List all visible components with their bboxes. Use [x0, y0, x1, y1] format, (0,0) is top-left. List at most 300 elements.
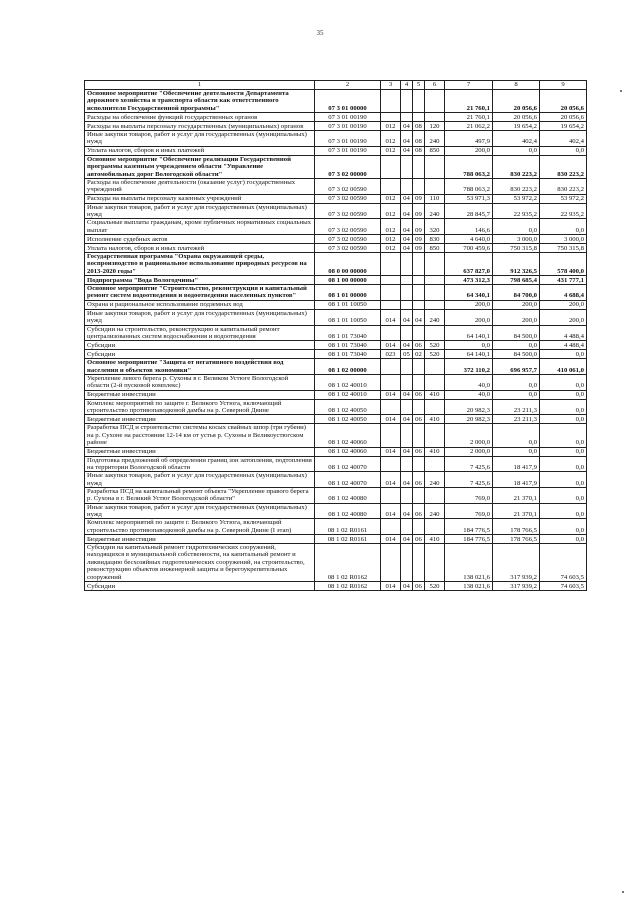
row-name-cell: Бюджетные инвестиции	[85, 447, 315, 456]
row-name-cell: Иные закупки товаров, работ и услуг для государственных (муниципальных) нужд	[85, 203, 315, 219]
grbs-code-cell	[381, 285, 401, 301]
amount-year3-cell: 0,0	[540, 399, 587, 415]
target-article-cell: 07 3 02 00590	[315, 235, 381, 244]
amount-year1-cell: 64 340,1	[445, 285, 493, 301]
table-row	[85, 178, 587, 194]
target-article-cell: 07 3 02 00590	[315, 194, 381, 203]
amount-year2-cell: 0,0	[493, 424, 540, 447]
amount-year2-cell: 696 957,7	[493, 359, 540, 375]
amount-year2-cell: 3 000,0	[493, 235, 540, 244]
row-name-cell: Субсидии на капитальный ремонт гидротехнических сооружений, находящихся в муниципальной собственности, на капитальный ремонт и ликвидацию бесхозяйных гидротехнических сооружений, на строительство, реконструкцию объектов инженерной защиты и берегоукрепительных сооружений	[85, 544, 315, 582]
amount-year3-cell: 0,0	[540, 415, 587, 424]
section-cell: 05	[401, 350, 413, 359]
amount-year1-cell: 200,0	[445, 309, 493, 325]
expense-type-cell: 240	[425, 131, 445, 147]
table-row	[85, 399, 587, 415]
amount-year3-cell: 0,0	[540, 219, 587, 235]
budget-table	[84, 80, 587, 591]
target-article-cell: 08 1 02 R0162	[315, 581, 381, 590]
expense-type-cell: 320	[425, 219, 445, 235]
amount-year2-cell: 317 939,2	[493, 581, 540, 590]
amount-year3-cell: 830 223,2	[540, 155, 587, 178]
subsection-cell	[413, 456, 425, 472]
subsection-cell: 06	[413, 390, 425, 399]
column-header: 6	[425, 81, 445, 90]
amount-year2-cell: 0,0	[493, 374, 540, 390]
target-article-cell: 07 3 01 00000	[315, 90, 381, 113]
amount-year3-cell: 200,0	[540, 300, 587, 309]
table-row	[85, 309, 587, 325]
amount-year3-cell: 4 488,4	[540, 341, 587, 350]
subsection-cell	[413, 253, 425, 276]
table-row	[85, 390, 587, 399]
target-article-cell: 07 3 02 00590	[315, 244, 381, 253]
amount-year3-cell: 0,0	[540, 472, 587, 488]
table-header-row	[85, 81, 587, 90]
amount-year2-cell: 23 211,3	[493, 399, 540, 415]
amount-year2-cell: 0,0	[493, 146, 540, 155]
amount-year3-cell: 0,0	[540, 374, 587, 390]
amount-year1-cell: 53 971,3	[445, 194, 493, 203]
amount-year1-cell: 788 063,2	[445, 155, 493, 178]
section-cell	[401, 374, 413, 390]
table-row	[85, 487, 587, 503]
amount-year1-cell: 20 982,3	[445, 399, 493, 415]
expense-type-cell: 240	[425, 472, 445, 488]
amount-year1-cell: 200,0	[445, 146, 493, 155]
subsection-cell: 09	[413, 219, 425, 235]
target-article-cell: 08 1 02 40080	[315, 503, 381, 519]
table-row	[85, 113, 587, 122]
table-row	[85, 131, 587, 147]
scan-speck	[620, 90, 622, 92]
table-row	[85, 519, 587, 535]
target-article-cell: 07 3 01 00190	[315, 122, 381, 131]
subsection-cell	[413, 325, 425, 341]
section-cell	[401, 113, 413, 122]
subsection-cell: 09	[413, 244, 425, 253]
grbs-code-cell: 014	[381, 581, 401, 590]
target-article-cell: 08 1 02 R0161	[315, 519, 381, 535]
section-cell: 04	[401, 194, 413, 203]
table-row	[85, 300, 587, 309]
row-name-cell: Комплекс мероприятий по защите г. Великого Устюга, включающий строительство противопаводковой дамбы на р. Северной Двине	[85, 399, 315, 415]
expense-type-cell: 240	[425, 309, 445, 325]
amount-year1-cell: 769,0	[445, 487, 493, 503]
section-cell: 04	[401, 535, 413, 544]
amount-year3-cell: 22 935,2	[540, 203, 587, 219]
amount-year3-cell: 0,0	[540, 535, 587, 544]
section-cell	[401, 399, 413, 415]
amount-year3-cell: 19 654,2	[540, 122, 587, 131]
column-header: 2	[315, 81, 381, 90]
amount-year3-cell: 4 488,4	[540, 325, 587, 341]
amount-year3-cell: 0,0	[540, 424, 587, 447]
row-name-cell: Бюджетные инвестиции	[85, 535, 315, 544]
subsection-cell	[413, 399, 425, 415]
row-name-cell: Иные закупки товаров, работ и услуг для государственных (муниципальных) нужд	[85, 131, 315, 147]
amount-year2-cell: 23 211,3	[493, 415, 540, 424]
grbs-code-cell	[381, 276, 401, 285]
expense-type-cell	[425, 253, 445, 276]
subsection-cell: 08	[413, 131, 425, 147]
table-row	[85, 122, 587, 131]
amount-year2-cell: 19 654,2	[493, 122, 540, 131]
amount-year1-cell: 21 062,2	[445, 122, 493, 131]
expense-type-cell	[425, 399, 445, 415]
amount-year3-cell: 0,0	[540, 503, 587, 519]
amount-year2-cell: 53 972,2	[493, 194, 540, 203]
grbs-code-cell	[381, 374, 401, 390]
target-article-cell: 08 1 02 40060	[315, 447, 381, 456]
row-name-cell: Расходы на обеспечение функций государственных органов	[85, 113, 315, 122]
table-row	[85, 285, 587, 301]
row-name-cell: Субсидии на строительство, реконструкцию и капитальный ремонт централизованных систем водоснабжения и водоотведения	[85, 325, 315, 341]
expense-type-cell: 520	[425, 350, 445, 359]
amount-year1-cell: 184 776,5	[445, 535, 493, 544]
section-cell	[401, 253, 413, 276]
row-name-cell: Расходы на обеспечение деятельности (оказание услуг) государственных учреждений	[85, 178, 315, 194]
expense-type-cell: 410	[425, 535, 445, 544]
amount-year3-cell: 431 777,1	[540, 276, 587, 285]
section-cell: 04	[401, 235, 413, 244]
amount-year2-cell: 830 223,2	[493, 178, 540, 194]
amount-year1-cell: 40,0	[445, 374, 493, 390]
column-header: 1	[85, 81, 315, 90]
row-name-cell: Субсидии	[85, 341, 315, 350]
expense-type-cell: 240	[425, 203, 445, 219]
table-row	[85, 456, 587, 472]
expense-type-cell	[425, 113, 445, 122]
expense-type-cell: 120	[425, 122, 445, 131]
amount-year3-cell: 0,0	[540, 146, 587, 155]
subsection-cell: 08	[413, 146, 425, 155]
target-article-cell: 08 1 01 73040	[315, 341, 381, 350]
expense-type-cell: 410	[425, 447, 445, 456]
amount-year1-cell: 146,6	[445, 219, 493, 235]
target-article-cell: 08 1 01 73040	[315, 325, 381, 341]
target-article-cell: 08 0 00 00000	[315, 253, 381, 276]
expense-type-cell: 110	[425, 194, 445, 203]
amount-year2-cell: 0,0	[493, 447, 540, 456]
amount-year3-cell: 0,0	[540, 350, 587, 359]
table-row	[85, 341, 587, 350]
row-name-cell: Подпрограмма "Вода Вологодчины"	[85, 276, 315, 285]
amount-year3-cell: 200,0	[540, 309, 587, 325]
section-cell: 04	[401, 131, 413, 147]
subsection-cell	[413, 113, 425, 122]
amount-year1-cell: 700 459,6	[445, 244, 493, 253]
expense-type-cell	[425, 325, 445, 341]
section-cell	[401, 359, 413, 375]
expense-type-cell	[425, 276, 445, 285]
grbs-code-cell	[381, 253, 401, 276]
row-name-cell: Укрепление левого берега р. Сухоны в г. Великом Устюге Вологодской области (2-й пусковой комплекс)	[85, 374, 315, 390]
grbs-code-cell: 023	[381, 350, 401, 359]
subsection-cell	[413, 155, 425, 178]
amount-year3-cell: 3 000,0	[540, 235, 587, 244]
amount-year2-cell: 22 935,2	[493, 203, 540, 219]
target-article-cell: 08 1 01 10050	[315, 309, 381, 325]
amount-year3-cell: 0,0	[540, 487, 587, 503]
amount-year2-cell: 18 417,9	[493, 472, 540, 488]
amount-year1-cell: 2 000,0	[445, 424, 493, 447]
expense-type-cell: 830	[425, 235, 445, 244]
row-name-cell: Уплата налогов, сборов и иных платежей	[85, 244, 315, 253]
target-article-cell: 08 1 02 R0162	[315, 544, 381, 582]
amount-year2-cell: 750 315,8	[493, 244, 540, 253]
row-name-cell: Государственная программа "Охрана окружающей среды, воспроизводство и рациональное использование природных ресурсов на 2013-2020 годы"	[85, 253, 315, 276]
amount-year3-cell: 402,4	[540, 131, 587, 147]
subsection-cell: 04	[413, 309, 425, 325]
section-cell	[401, 155, 413, 178]
expense-type-cell	[425, 456, 445, 472]
target-article-cell: 07 3 01 00190	[315, 131, 381, 147]
column-header: 5	[413, 81, 425, 90]
amount-year1-cell: 40,0	[445, 390, 493, 399]
table-row	[85, 472, 587, 488]
amount-year2-cell: 798 685,4	[493, 276, 540, 285]
column-header: 3	[381, 81, 401, 90]
grbs-code-cell	[381, 155, 401, 178]
amount-year1-cell: 21 760,1	[445, 90, 493, 113]
amount-year1-cell: 184 776,5	[445, 519, 493, 535]
amount-year3-cell: 20 056,6	[540, 90, 587, 113]
amount-year1-cell: 7 425,6	[445, 472, 493, 488]
expense-type-cell: 850	[425, 244, 445, 253]
row-name-cell: Бюджетные инвестиции	[85, 390, 315, 399]
row-name-cell: Иные закупки товаров, работ и услуг для государственных (муниципальных) нужд	[85, 309, 315, 325]
section-cell	[401, 456, 413, 472]
row-name-cell: Иные закупки товаров, работ и услуг для государственных (муниципальных) нужд	[85, 503, 315, 519]
section-cell: 04	[401, 341, 413, 350]
subsection-cell: 09	[413, 203, 425, 219]
subsection-cell: 06	[413, 415, 425, 424]
row-name-cell: Субсидии	[85, 581, 315, 590]
subsection-cell: 06	[413, 581, 425, 590]
grbs-code-cell: 012	[381, 244, 401, 253]
section-cell: 04	[401, 219, 413, 235]
row-name-cell: Основное мероприятие "Обеспечение деятельности Департамента дорожного хозяйства и транспорта области как ответственного исполнителя Государственной программы"	[85, 90, 315, 113]
row-name-cell: Уплата налогов, сборов и иных платежей	[85, 146, 315, 155]
row-name-cell: Расходы на выплаты персоналу казенных учреждений	[85, 194, 315, 203]
grbs-code-cell	[381, 90, 401, 113]
amount-year2-cell: 0,0	[493, 341, 540, 350]
amount-year2-cell: 84 500,0	[493, 350, 540, 359]
amount-year1-cell: 64 140,1	[445, 325, 493, 341]
column-header: 8	[493, 81, 540, 90]
amount-year1-cell: 7 425,6	[445, 456, 493, 472]
amount-year3-cell: 53 972,2	[540, 194, 587, 203]
subsection-cell	[413, 519, 425, 535]
target-article-cell: 08 1 02 40060	[315, 424, 381, 447]
subsection-cell	[413, 285, 425, 301]
table-row	[85, 90, 587, 113]
grbs-code-cell	[381, 113, 401, 122]
grbs-code-cell: 012	[381, 235, 401, 244]
subsection-cell	[413, 487, 425, 503]
section-cell: 04	[401, 581, 413, 590]
amount-year3-cell: 74 603,5	[540, 581, 587, 590]
subsection-cell	[413, 424, 425, 447]
amount-year3-cell: 0,0	[540, 519, 587, 535]
grbs-code-cell: 014	[381, 472, 401, 488]
table-row	[85, 535, 587, 544]
target-article-cell: 08 1 00 00000	[315, 276, 381, 285]
table-row	[85, 244, 587, 253]
row-name-cell: Расходы на выплаты персоналу государственных (муниципальных) органов	[85, 122, 315, 131]
table-row	[85, 350, 587, 359]
table-row	[85, 276, 587, 285]
amount-year1-cell: 28 845,7	[445, 203, 493, 219]
grbs-code-cell: 014	[381, 341, 401, 350]
target-article-cell: 08 1 02 40010	[315, 374, 381, 390]
row-name-cell: Охрана и рациональное использование подземных вод	[85, 300, 315, 309]
subsection-cell	[413, 276, 425, 285]
expense-type-cell	[425, 155, 445, 178]
row-name-cell: Социальные выплаты гражданам, кроме публичных нормативных социальных выплат	[85, 219, 315, 235]
amount-year2-cell: 317 939,2	[493, 544, 540, 582]
grbs-code-cell: 012	[381, 194, 401, 203]
amount-year3-cell: 578 400,0	[540, 253, 587, 276]
amount-year3-cell: 410 061,0	[540, 359, 587, 375]
row-name-cell: Иные закупки товаров, работ и услуг для государственных (муниципальных) нужд	[85, 472, 315, 488]
expense-type-cell: 520	[425, 581, 445, 590]
section-cell: 04	[401, 415, 413, 424]
table-row	[85, 155, 587, 178]
expense-type-cell: 410	[425, 390, 445, 399]
table-row	[85, 415, 587, 424]
grbs-code-cell	[381, 544, 401, 582]
amount-year1-cell: 4 640,0	[445, 235, 493, 244]
table-row	[85, 447, 587, 456]
grbs-code-cell	[381, 519, 401, 535]
expense-type-cell	[425, 424, 445, 447]
amount-year3-cell: 830 223,2	[540, 178, 587, 194]
section-cell: 04	[401, 122, 413, 131]
subsection-cell	[413, 90, 425, 113]
row-name-cell: Подготовка предложений об определении границ зон затопления, подтопления на территории Вологодской области	[85, 456, 315, 472]
amount-year1-cell: 2 000,0	[445, 447, 493, 456]
expense-type-cell	[425, 487, 445, 503]
section-cell: 04	[401, 390, 413, 399]
target-article-cell: 08 1 02 40050	[315, 415, 381, 424]
amount-year2-cell: 912 326,5	[493, 253, 540, 276]
amount-year2-cell: 21 370,1	[493, 503, 540, 519]
subsection-cell: 08	[413, 122, 425, 131]
subsection-cell	[413, 359, 425, 375]
section-cell	[401, 487, 413, 503]
expense-type-cell	[425, 519, 445, 535]
section-cell: 04	[401, 503, 413, 519]
expense-type-cell	[425, 300, 445, 309]
table-body	[85, 81, 587, 591]
amount-year2-cell: 178 766,5	[493, 519, 540, 535]
amount-year1-cell: 138 021,6	[445, 581, 493, 590]
table-row	[85, 325, 587, 341]
grbs-code-cell: 012	[381, 122, 401, 131]
grbs-code-cell	[381, 399, 401, 415]
amount-year3-cell: 4 688,4	[540, 285, 587, 301]
amount-year2-cell: 178 766,5	[493, 535, 540, 544]
grbs-code-cell: 012	[381, 146, 401, 155]
amount-year1-cell: 637 827,0	[445, 253, 493, 276]
section-cell	[401, 544, 413, 582]
row-name-cell: Основное мероприятие "Защита от негативного воздействия вод населения и объектов экономики"	[85, 359, 315, 375]
table-row	[85, 146, 587, 155]
expense-type-cell	[425, 285, 445, 301]
expense-type-cell	[425, 178, 445, 194]
subsection-cell: 06	[413, 447, 425, 456]
amount-year3-cell: 0,0	[540, 447, 587, 456]
row-name-cell: Исполнение судебных актов	[85, 235, 315, 244]
subsection-cell	[413, 544, 425, 582]
page-number: 35	[316, 29, 324, 37]
grbs-code-cell	[381, 359, 401, 375]
target-article-cell: 08 1 02 40050	[315, 399, 381, 415]
section-cell	[401, 325, 413, 341]
grbs-code-cell: 014	[381, 447, 401, 456]
expense-type-cell: 410	[425, 415, 445, 424]
row-name-cell: Разработка ПСД на капитальный ремонт объекта "Укрепление правого берега р. Сухона в г. Великий Устюг Вологодской области"	[85, 487, 315, 503]
expense-type-cell	[425, 90, 445, 113]
section-cell	[401, 178, 413, 194]
amount-year2-cell: 200,0	[493, 300, 540, 309]
table-row	[85, 235, 587, 244]
target-article-cell: 07 3 02 00590	[315, 219, 381, 235]
target-article-cell: 08 1 02 00000	[315, 359, 381, 375]
amount-year2-cell: 84 700,0	[493, 285, 540, 301]
section-cell	[401, 300, 413, 309]
expense-type-cell: 520	[425, 341, 445, 350]
table-row	[85, 503, 587, 519]
target-article-cell: 08 1 02 40070	[315, 472, 381, 488]
amount-year1-cell: 138 021,6	[445, 544, 493, 582]
grbs-code-cell	[381, 456, 401, 472]
table-row	[85, 253, 587, 276]
scan-speck	[622, 891, 624, 893]
amount-year1-cell: 769,0	[445, 503, 493, 519]
table-row	[85, 359, 587, 375]
column-header: 7	[445, 81, 493, 90]
target-article-cell: 08 1 01 73040	[315, 350, 381, 359]
subsection-cell: 02	[413, 350, 425, 359]
grbs-code-cell	[381, 487, 401, 503]
table-row	[85, 194, 587, 203]
table-row	[85, 219, 587, 235]
amount-year1-cell: 473 312,3	[445, 276, 493, 285]
expense-type-cell	[425, 359, 445, 375]
expense-type-cell	[425, 544, 445, 582]
amount-year1-cell: 64 140,1	[445, 350, 493, 359]
grbs-code-cell: 012	[381, 131, 401, 147]
subsection-cell	[413, 300, 425, 309]
subsection-cell: 06	[413, 535, 425, 544]
row-name-cell: Субсидии	[85, 350, 315, 359]
section-cell	[401, 276, 413, 285]
target-article-cell: 08 1 01 10050	[315, 300, 381, 309]
grbs-code-cell: 014	[381, 390, 401, 399]
column-header: 4	[401, 81, 413, 90]
target-article-cell: 07 3 02 00590	[315, 203, 381, 219]
grbs-code-cell: 014	[381, 535, 401, 544]
section-cell: 04	[401, 472, 413, 488]
amount-year3-cell: 74 603,5	[540, 544, 587, 582]
amount-year3-cell: 0,0	[540, 390, 587, 399]
amount-year2-cell: 21 370,1	[493, 487, 540, 503]
amount-year2-cell: 84 500,0	[493, 325, 540, 341]
target-article-cell: 08 1 01 00000	[315, 285, 381, 301]
